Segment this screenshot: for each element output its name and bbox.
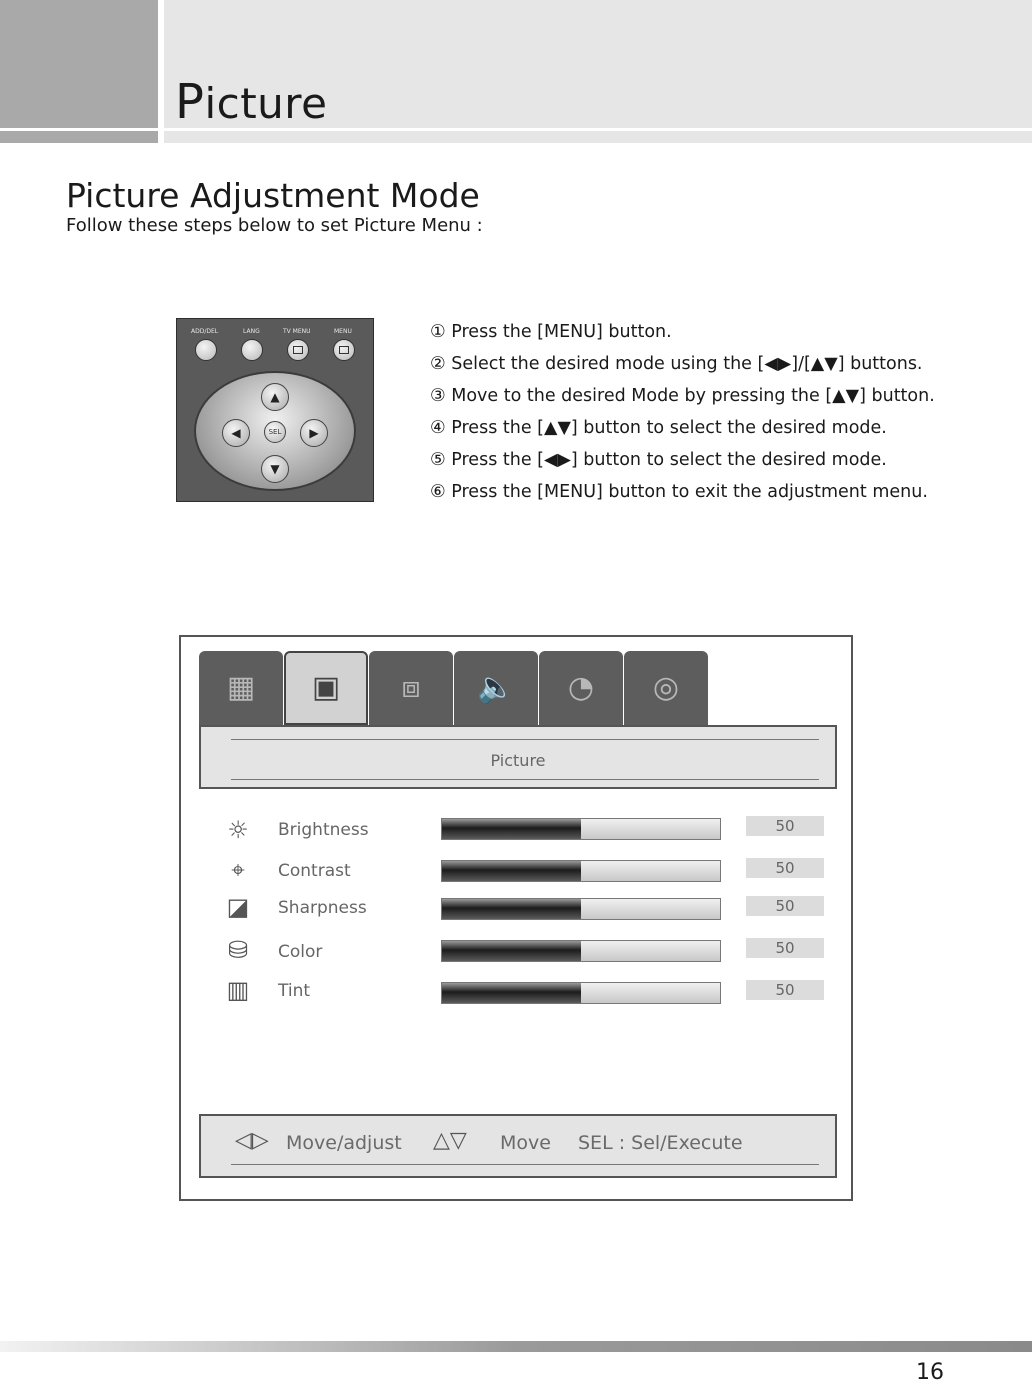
tab-picture — [284, 651, 368, 725]
dpad-left-icon: ◀ — [222, 419, 250, 447]
page-title-rest: icture — [204, 79, 328, 128]
header-block — [0, 0, 158, 128]
contrast-label: Contrast — [278, 861, 351, 881]
step-item: ⑤ Press the [◀▶] button to select the desired mode. — [430, 450, 887, 470]
step-item: ④ Press the [▲▼] button to select the desired mode. — [430, 418, 887, 438]
sharpness-label: Sharpness — [278, 898, 367, 918]
divider — [231, 779, 819, 780]
brightness-slider — [441, 818, 721, 840]
left-right-arrows-icon: ◁▷ — [235, 1128, 269, 1153]
remote-label-menu: MENU — [334, 328, 352, 335]
contrast-icon: ⌖ — [231, 856, 245, 884]
dpad-right-icon: ▶ — [300, 419, 328, 447]
footer-rule — [0, 1341, 1032, 1352]
contrast-slider — [441, 860, 721, 882]
contrast-value: 50 — [746, 858, 824, 878]
menu-title: Picture — [490, 751, 546, 770]
tint-value: 50 — [746, 980, 824, 1000]
sharpness-slider — [441, 898, 721, 920]
color-slider — [441, 940, 721, 962]
tab-sound — [454, 651, 538, 725]
tab-screen — [369, 651, 453, 725]
color-label: Color — [278, 942, 323, 962]
slider-fill — [442, 861, 581, 881]
brightness-label: Brightness — [278, 820, 369, 840]
header-rule-right — [164, 131, 1032, 143]
tab-time — [539, 651, 623, 725]
remote-lang-button — [241, 339, 263, 361]
tab-mode — [199, 651, 283, 725]
sound-icon: 🔈 — [477, 670, 515, 705]
picture-icon: ▣ — [311, 670, 341, 705]
tint-icon: ▥ — [226, 976, 250, 1004]
color-value: 50 — [746, 938, 824, 958]
header-rule-left — [0, 131, 158, 143]
brightness-value: 50 — [746, 816, 824, 836]
tv-menu-icon — [293, 346, 303, 354]
footer-sel: SEL : Sel/Execute — [578, 1132, 743, 1154]
remote-menu-button — [333, 339, 355, 361]
slider-fill — [442, 899, 581, 919]
remote-label-tv-menu: TV MENU — [283, 328, 311, 335]
osd-footer-bar — [199, 1114, 837, 1178]
mode-icon: ▦ — [226, 670, 256, 705]
remote-dpad — [194, 371, 356, 491]
steps-list — [430, 322, 935, 514]
menu-icon — [339, 346, 349, 354]
section-subtitle: Follow these steps below to set Picture Menu : — [66, 215, 483, 236]
time-icon: ◔ — [567, 670, 595, 705]
osd-menu-illustration — [179, 635, 853, 1201]
setup-icon: ◎ — [652, 670, 680, 705]
remote-tv-menu-button — [287, 339, 309, 361]
slider-fill — [442, 819, 581, 839]
divider — [231, 739, 819, 740]
tint-label: Tint — [278, 981, 311, 1001]
step-item: ③ Move to the desired Mode by pressing the [▲▼] button. — [430, 386, 935, 406]
slider-fill — [442, 941, 581, 961]
step-item: ⑥ Press the [MENU] button to exit the adjustment menu. — [430, 482, 928, 502]
remote-label-add-del: ADD/DEL — [191, 328, 219, 335]
screen-icon: ⧈ — [401, 670, 421, 705]
slider-fill — [442, 983, 581, 1003]
remote-add-del-button — [195, 339, 217, 361]
divider — [231, 1164, 819, 1165]
section-title: Picture Adjustment Mode — [66, 176, 480, 215]
footer-move-adjust: Move/adjust — [286, 1132, 402, 1154]
up-down-arrows-icon: △▽ — [433, 1128, 467, 1153]
remote-label-lang: LANG — [243, 328, 260, 335]
brightness-icon: ☼ — [227, 816, 249, 844]
dpad-down-icon: ▼ — [261, 455, 289, 483]
page-title — [175, 74, 328, 130]
sharpness-value: 50 — [746, 896, 824, 916]
footer-move: Move — [500, 1132, 551, 1154]
remote-illustration — [176, 318, 374, 502]
sharpness-icon: ◪ — [226, 893, 250, 921]
dpad-up-icon: ▲ — [261, 383, 289, 411]
step-item: ① Press the [MENU] button. — [430, 322, 672, 342]
tab-setup — [624, 651, 708, 725]
page-title-initial: P — [175, 74, 205, 130]
page-number: 16 — [916, 1360, 944, 1385]
dpad-sel-button: SEL — [264, 421, 286, 443]
tint-slider — [441, 982, 721, 1004]
step-item: ② Select the desired mode using the [◀▶]/[▲▼] buttons. — [430, 354, 923, 374]
menu-title-bar — [199, 725, 837, 789]
color-icon: ⛁ — [227, 936, 249, 964]
